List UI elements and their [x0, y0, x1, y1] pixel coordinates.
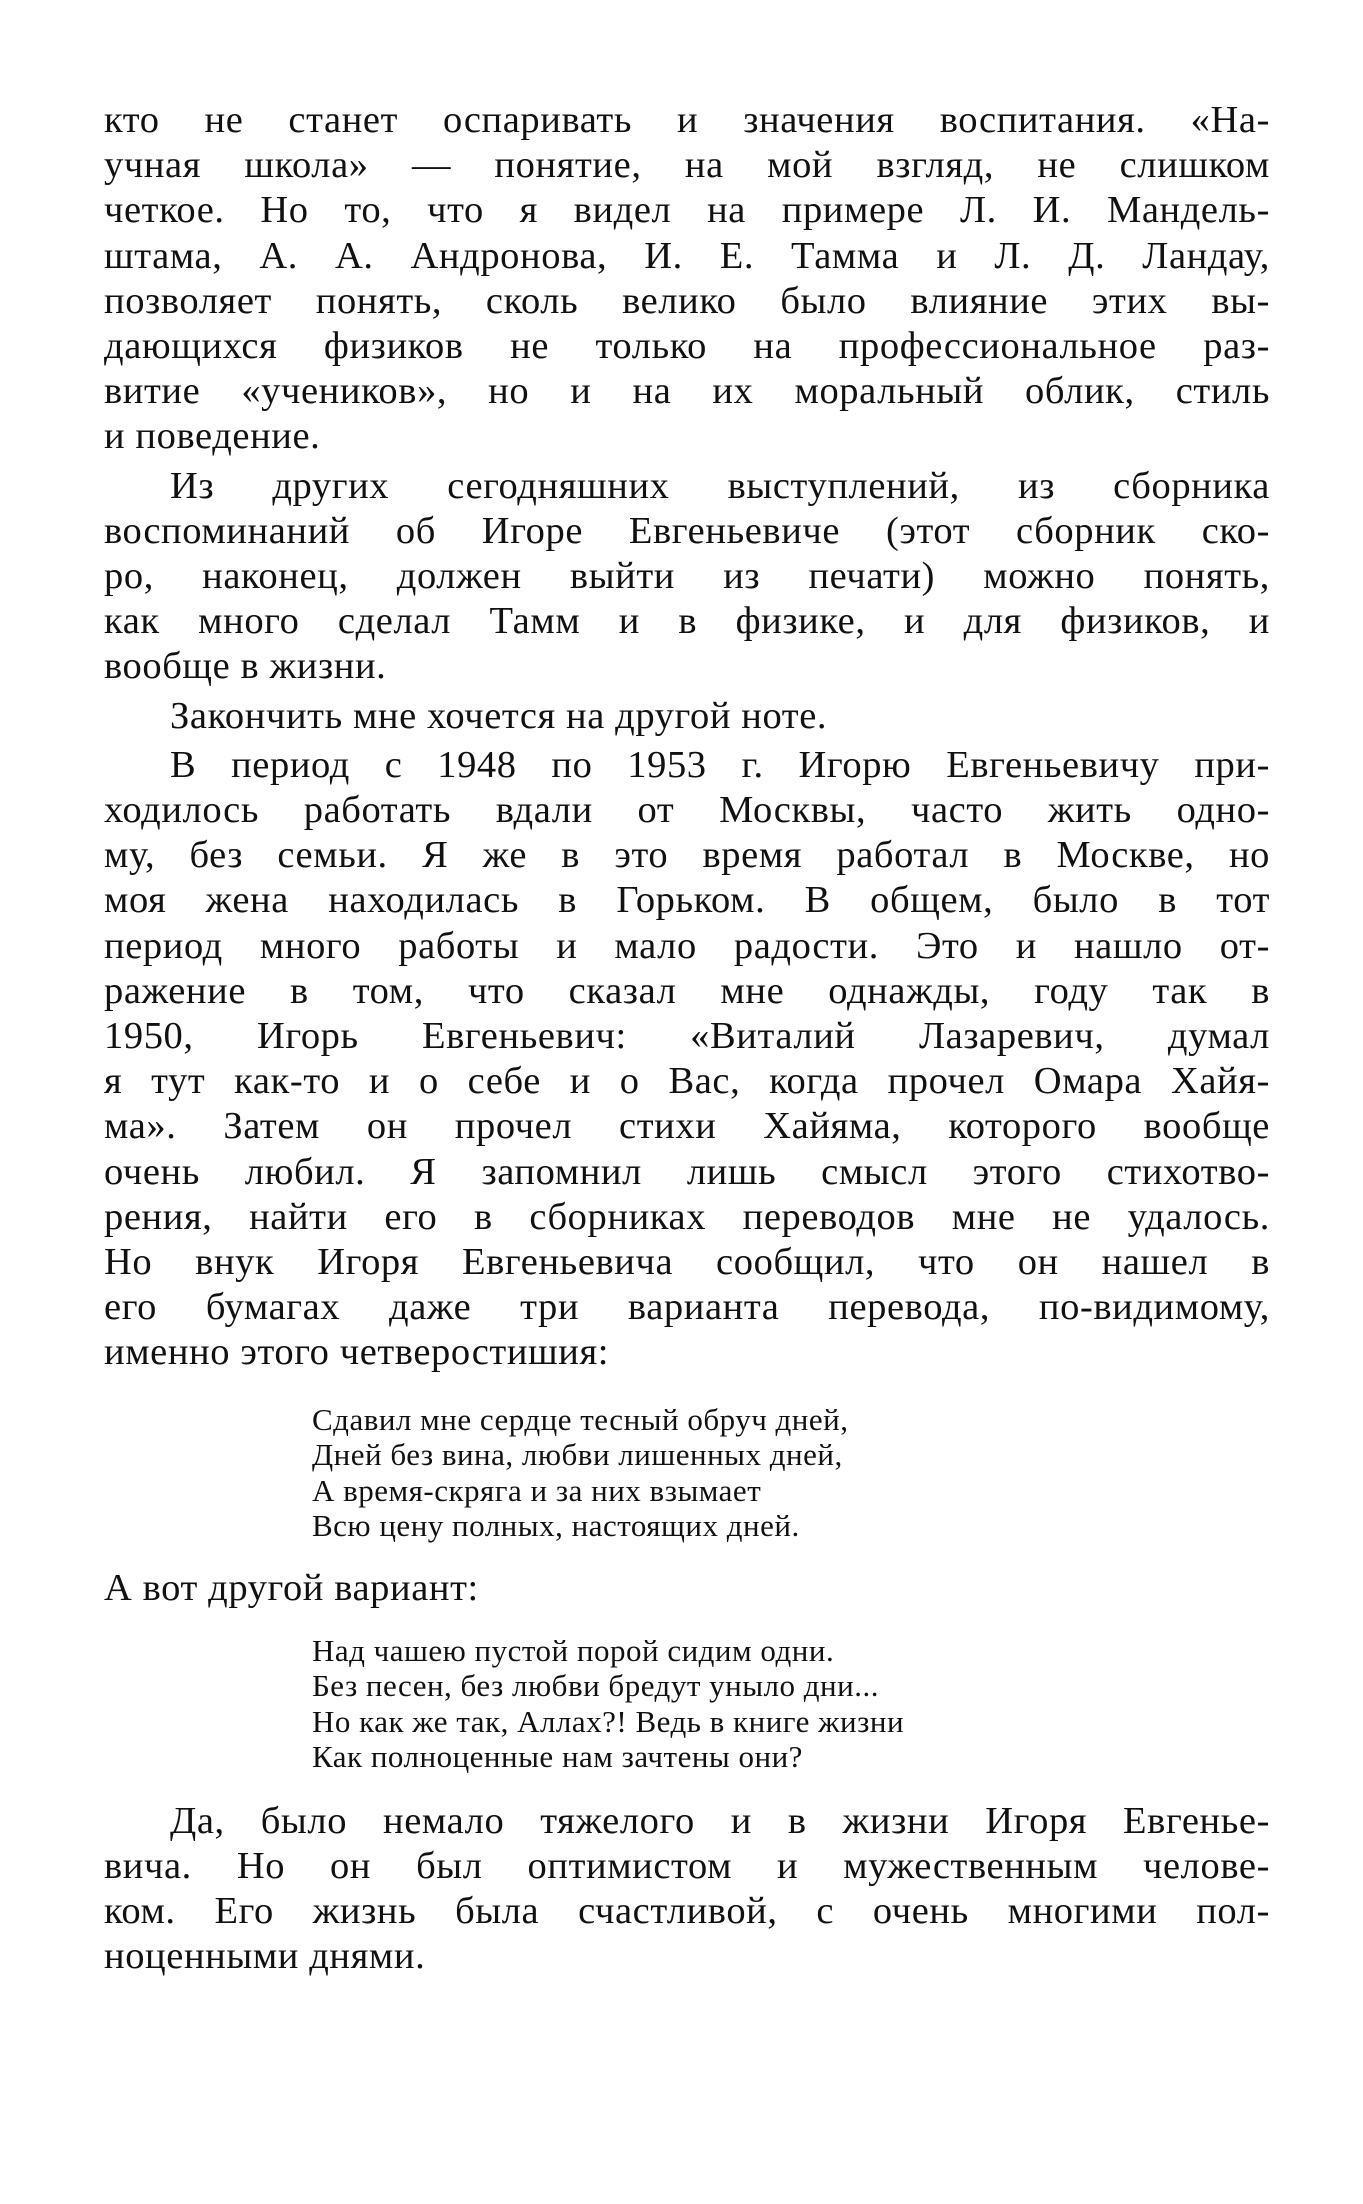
text-line: штама, А. А. Андронова, И. Е. Тамма и Л. Д. Ландау, [104, 234, 1270, 277]
quatrain-1 [312, 1402, 1270, 1544]
verse-line: А время-скряга и за них взымает [312, 1472, 762, 1508]
verse-line: Всю цену полных, настоящих дней. [312, 1508, 800, 1544]
verse-line: Дней без вина, любви лишенных дней, [312, 1437, 843, 1473]
text-line: учная школа» — понятие, на мой взгляд, не слишком [104, 144, 1270, 187]
text-line: рения, найти его в сборниках переводов мне не удалось. [104, 1195, 1270, 1238]
text-line: витие «учеников», но и на их моральный облик, стиль [104, 370, 1270, 413]
text-line: ходилось работать вдали от Москвы, часто жить одно- [104, 789, 1270, 832]
text-line: вича. Но он был оптимистом и мужественным челове- [104, 1844, 1270, 1887]
text-line: дающихся физиков не только на профессиональное раз- [104, 325, 1270, 368]
text-line: Закончить мне хочется на другой ноте. [170, 694, 828, 737]
text-line: ражение в том, что сказал мне однажды, году так в [104, 969, 1270, 1012]
paragraph-2 [104, 464, 1270, 690]
text-line: ма». Затем он прочел стихи Хайяма, которого вообще [104, 1105, 1270, 1148]
quatrain-2 [312, 1633, 1270, 1775]
text-line: кто не станет оспаривать и значения воспитания. «На- [104, 99, 1270, 141]
text-line: его бумагах даже три варианта перевода, по-видимому, [104, 1286, 1270, 1329]
paragraph-4 [104, 743, 1270, 1376]
verse-line: Как полноценные нам зачтены они? [312, 1739, 803, 1775]
text-line: я тут как-то и о себе и о Вас, когда прочел Омара Хайя- [104, 1060, 1270, 1103]
text-line: ноценными днями. [104, 1935, 426, 1978]
book-page [104, 98, 1270, 1984]
text-line: 1950, Игорь Евгеньевич: «Виталий Лазаревич, думал [104, 1015, 1270, 1058]
text-line: му, без семьи. Я же в это время работал в Москве, но [104, 834, 1270, 877]
text-line: четкое. Но то, что я видел на примере Л. И. Мандель- [104, 189, 1270, 232]
text-line: Но внук Игоря Евгеньевича сообщил, что он нашел в [104, 1241, 1270, 1284]
text-line: Да, было немало тяжелого и в жизни Игоря Евгенье- [170, 1799, 1270, 1842]
text-line: воспоминаний об Игоре Евгеньевиче (этот сборник ско- [104, 509, 1270, 552]
text-line: позволяет понять, сколь велико было влияние этих вы- [104, 279, 1270, 322]
text-line: В период с 1948 по 1953 г. Игорю Евгеньевичу при- [170, 743, 1270, 786]
text-line: ком. Его жизнь была счастливой, с очень многими пол- [104, 1890, 1270, 1933]
text-line: очень любил. Я запомнил лишь смысл этого стихотво- [104, 1150, 1270, 1193]
text-line: моя жена находилась в Горьком. В общем, было в тот [104, 879, 1270, 922]
verse-line: Но как же так, Аллах?! Ведь в книге жизни [312, 1703, 905, 1739]
text-line: именно этого четверостишия: [104, 1331, 610, 1374]
paragraph-1 [104, 98, 1270, 460]
verse-line: Над чашею пустой порой сидим одни. [312, 1632, 835, 1668]
paragraph-5 [104, 1799, 1270, 1980]
text-line: Из других сегодняшних выступлений, из сборника [170, 464, 1270, 507]
text-line: ро, наконец, должен выйти из печати) можно понять, [104, 555, 1270, 598]
verse-line: Сдавил мне сердце тесный обруч дней, [312, 1401, 849, 1437]
text-line: и поведение. [104, 415, 321, 458]
text-line: как много сделал Тамм и в физике, и для физиков, и [104, 600, 1270, 643]
variant-intro: А вот другой вариант: [104, 1566, 479, 1609]
paragraph-3 [104, 694, 1270, 739]
verse-line: Без песен, без любви бредут уныло дни... [312, 1668, 879, 1704]
text-line: период много работы и мало радости. Это и нашло от- [104, 924, 1270, 967]
text-line: вообще в жизни. [104, 645, 387, 688]
